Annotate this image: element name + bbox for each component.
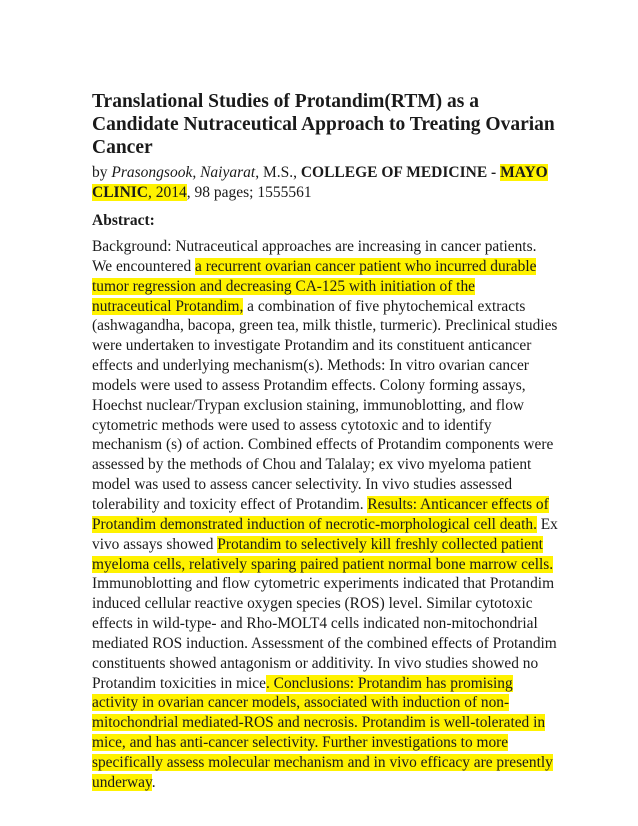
abstract-highlight-3: Protandim to selectively kill freshly collected patient myeloma cells, relatively sparing paired patient normal bone marrow cells. xyxy=(92,535,554,573)
abstract-highlight-4: . Conclusions: Protandim has promising activity in ovarian cancer models, associated with induction of non-mitochondrial mediated-ROS and necrosis. Protandim is well-tolerated in mice, and has anti-cancer selectivity. Further investigations to more specifically assess molecular mechanism and in vivo efficacy are presently underway xyxy=(92,674,553,791)
abstract-highlight-2: Results: Anticancer effects of Protandim demonstrated induction of necrotic-morphological cell death. xyxy=(92,495,549,533)
byline-author: Prasongsook, Naiyarat xyxy=(111,164,256,181)
document-title: Translational Studies of Protandim(RTM) as a Candidate Nutraceutical Approach to Treating Ovarian Cancer xyxy=(92,91,555,158)
abstract-text-3: Ex vivo assays showed xyxy=(92,515,558,553)
abstract-body xyxy=(92,237,558,793)
abstract-text-1: Background: Nutraceutical approaches are increasing in cancer patients. We encountered xyxy=(92,238,537,275)
byline-by: by xyxy=(92,164,112,181)
byline-institution: MAYO CLINIC xyxy=(92,164,548,201)
byline xyxy=(92,163,558,203)
abstract-text-5: . xyxy=(151,773,156,791)
byline-college: COLLEGE OF MEDICINE - xyxy=(300,164,501,181)
byline-degree: , M.S., xyxy=(255,164,301,181)
abstract-highlight-1: a recurrent ovarian cancer patient who incurred durable tumor regression and decreasing CA-125 with initiation of the nutraceutical Protandim, xyxy=(92,257,537,315)
byline-rest: , 98 pages; 1555561 xyxy=(186,184,312,201)
abstract-text-4: Immunoblotting and flow cytometric experiments indicated that Protandim induced cellular reactive oxygen species (ROS) level. Similar cytotoxic effects in wild-type- and Rho-MOLT4 cells indicated non-mitochondrial mediated ROS induction. Assessment of the combined effects of Protandim constituents showed antagonism or additivity. In vivo studies showed no Protandim toxicities in mice xyxy=(92,575,557,692)
abstract-heading: Abstract: xyxy=(92,212,155,229)
byline-year: , 2014 xyxy=(147,184,187,201)
abstract-text-2: a combination of five phytochemical extracts (ashwagandha, bacopa, green tea, milk thistle, turmeric). Preclinical studies were undertaken to investigate Protandim and its constituent anticancer effects and underlying mechanism(s). Methods: In vitro ovarian cancer models were used to assess Protandim effects. Colony forming assays, Hoechst nuclear/Trypan exclusion staining, immunoblotting, and flow cytometric methods were used to assess cytotoxic and to identify mechanism (s) of action. Combined effects of Protandim components were assessed by the methods of Chou and Talalay; ex vivo myeloma patient model was used to assess cancer selectivity. In vivo studies assessed tolerability and toxicity effect of Protandim. xyxy=(92,297,558,513)
